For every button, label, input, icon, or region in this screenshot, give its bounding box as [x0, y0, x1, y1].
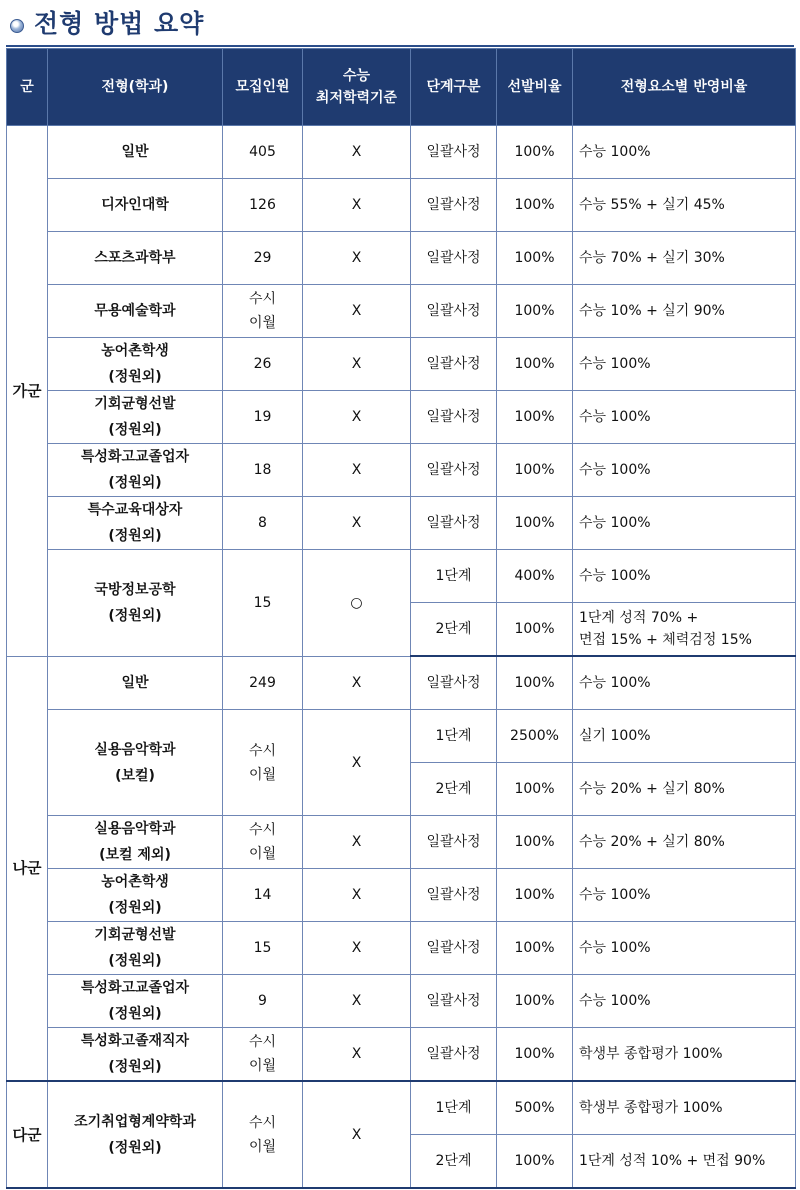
quota: 249	[223, 656, 303, 710]
program-name: 특수교육대상자 (정원외)	[48, 497, 223, 550]
min-standard: X	[303, 869, 411, 922]
stage: 일괄사정	[411, 497, 497, 550]
min-standard: X	[303, 816, 411, 869]
quota: 29	[223, 232, 303, 285]
program-name: 일반	[48, 656, 223, 710]
header-element-ratio: 전형요소별 반영비율	[573, 49, 796, 126]
program-name: 실용음악학과 (보컬 제외)	[48, 816, 223, 869]
table-row	[7, 338, 796, 391]
program-name: 기회균형선발 (정원외)	[48, 391, 223, 444]
program-name: 기회균형선발 (정원외)	[48, 922, 223, 975]
program-name: 특성화고교졸업자 (정원외)	[48, 975, 223, 1028]
table-row	[7, 126, 796, 179]
table-row	[7, 816, 796, 869]
selection-ratio: 100%	[497, 656, 573, 710]
element-ratio: 수능 100%	[573, 391, 796, 444]
min-standard: X	[303, 497, 411, 550]
stage: 일괄사정	[411, 232, 497, 285]
table-row	[7, 179, 796, 232]
min-standard: X	[303, 285, 411, 338]
page-title: 전형 방법 요약	[34, 9, 205, 38]
selection-ratio: 100%	[497, 285, 573, 338]
program-name: 실용음악학과 (보컬)	[48, 710, 223, 816]
bullet-icon	[10, 19, 24, 33]
program-name: 특성화고교졸업자 (정원외)	[48, 444, 223, 497]
quota: 수시 이월	[223, 710, 303, 816]
header-stage: 단계구분	[411, 49, 497, 126]
selection-ratio: 100%	[497, 444, 573, 497]
group-cell-na: 나군	[7, 656, 48, 1081]
stage: 일괄사정	[411, 922, 497, 975]
quota: 15	[223, 922, 303, 975]
stage: 2단계	[411, 763, 497, 816]
min-standard: X	[303, 232, 411, 285]
min-standard: X	[303, 338, 411, 391]
admission-summary-table	[6, 48, 796, 1189]
element-ratio: 수능 70% + 실기 30%	[573, 232, 796, 285]
min-standard: X	[303, 179, 411, 232]
min-standard: X	[303, 391, 411, 444]
program-name: 디자인대학	[48, 179, 223, 232]
quota: 14	[223, 869, 303, 922]
table-row	[7, 656, 796, 710]
group-cell-ga: 가군	[7, 126, 48, 657]
quota: 15	[223, 550, 303, 657]
element-ratio: 수능 20% + 실기 80%	[573, 816, 796, 869]
stage: 일괄사정	[411, 338, 497, 391]
program-name: 조기취업형계약학과 (정원외)	[48, 1081, 223, 1188]
header-selection-ratio: 선발비율	[497, 49, 573, 126]
stage: 1단계	[411, 1081, 497, 1135]
quota: 수시 이월	[223, 1028, 303, 1082]
element-ratio: 학생부 종합평가 100%	[573, 1028, 796, 1082]
program-name: 농어촌학생 (정원외)	[48, 338, 223, 391]
stage: 일괄사정	[411, 444, 497, 497]
element-ratio: 수능 100%	[573, 497, 796, 550]
min-standard: X	[303, 656, 411, 710]
header-min-standard: 수능 최저학력기준	[303, 49, 411, 126]
section-header	[6, 0, 204, 44]
quota: 8	[223, 497, 303, 550]
selection-ratio: 100%	[497, 922, 573, 975]
table-row	[7, 285, 796, 338]
stage: 1단계	[411, 710, 497, 763]
title-underline	[6, 45, 794, 47]
min-standard: X	[303, 710, 411, 816]
element-ratio: 수능 100%	[573, 550, 796, 603]
stage: 일괄사정	[411, 391, 497, 444]
stage: 일괄사정	[411, 126, 497, 179]
table-row	[7, 232, 796, 285]
stage: 일괄사정	[411, 1028, 497, 1082]
selection-ratio: 100%	[497, 603, 573, 657]
selection-ratio: 100%	[497, 338, 573, 391]
element-ratio: 수능 100%	[573, 126, 796, 179]
table-row	[7, 710, 796, 763]
min-standard: X	[303, 444, 411, 497]
table-row	[7, 444, 796, 497]
program-name: 일반	[48, 126, 223, 179]
stage: 일괄사정	[411, 975, 497, 1028]
stage: 2단계	[411, 603, 497, 657]
min-standard: ○	[303, 550, 411, 657]
quota: 9	[223, 975, 303, 1028]
stage: 1단계	[411, 550, 497, 603]
quota: 수시 이월	[223, 816, 303, 869]
quota: 126	[223, 179, 303, 232]
table-row	[7, 1028, 796, 1082]
program-name: 스포츠과학부	[48, 232, 223, 285]
min-standard: X	[303, 1028, 411, 1082]
table-header-row	[7, 49, 796, 126]
stage: 일괄사정	[411, 869, 497, 922]
program-name: 국방정보공학 (정원외)	[48, 550, 223, 657]
element-ratio: 수능 100%	[573, 975, 796, 1028]
quota: 수시 이월	[223, 285, 303, 338]
min-standard: X	[303, 922, 411, 975]
stage: 일괄사정	[411, 656, 497, 710]
selection-ratio: 100%	[497, 391, 573, 444]
selection-ratio: 100%	[497, 126, 573, 179]
element-ratio: 수능 100%	[573, 922, 796, 975]
element-ratio: 수능 100%	[573, 444, 796, 497]
element-ratio: 수능 100%	[573, 869, 796, 922]
selection-ratio: 100%	[497, 975, 573, 1028]
table-row	[7, 497, 796, 550]
element-ratio: 실기 100%	[573, 710, 796, 763]
quota: 수시 이월	[223, 1081, 303, 1188]
selection-ratio: 100%	[497, 232, 573, 285]
min-standard: X	[303, 1081, 411, 1188]
stage: 일괄사정	[411, 179, 497, 232]
element-ratio: 수능 100%	[573, 338, 796, 391]
table-row	[7, 922, 796, 975]
element-ratio: 수능 10% + 실기 90%	[573, 285, 796, 338]
selection-ratio: 100%	[497, 179, 573, 232]
element-ratio: 학생부 종합평가 100%	[573, 1081, 796, 1135]
header-group: 군	[7, 49, 48, 126]
program-name: 특성화고졸재직자 (정원외)	[48, 1028, 223, 1082]
stage: 일괄사정	[411, 816, 497, 869]
stage: 2단계	[411, 1135, 497, 1189]
quota: 19	[223, 391, 303, 444]
selection-ratio: 100%	[497, 497, 573, 550]
selection-ratio: 100%	[497, 1028, 573, 1082]
table-row	[7, 391, 796, 444]
program-name: 농어촌학생 (정원외)	[48, 869, 223, 922]
min-standard: X	[303, 126, 411, 179]
group-cell-da: 다군	[7, 1081, 48, 1188]
element-ratio: 수능 20% + 실기 80%	[573, 763, 796, 816]
element-ratio: 1단계 성적 70% + 면접 15% + 체력검정 15%	[573, 603, 796, 657]
selection-ratio: 100%	[497, 816, 573, 869]
selection-ratio: 400%	[497, 550, 573, 603]
quota: 18	[223, 444, 303, 497]
program-name: 무용예술학과	[48, 285, 223, 338]
element-ratio: 1단계 성적 10% + 면접 90%	[573, 1135, 796, 1189]
table-row	[7, 975, 796, 1028]
quota: 405	[223, 126, 303, 179]
selection-ratio: 500%	[497, 1081, 573, 1135]
table-row	[7, 1081, 796, 1135]
selection-ratio: 100%	[497, 763, 573, 816]
selection-ratio: 100%	[497, 869, 573, 922]
element-ratio: 수능 55% + 실기 45%	[573, 179, 796, 232]
table-row	[7, 869, 796, 922]
element-ratio: 수능 100%	[573, 656, 796, 710]
selection-ratio: 2500%	[497, 710, 573, 763]
stage: 일괄사정	[411, 285, 497, 338]
header-quota: 모집인원	[223, 49, 303, 126]
quota: 26	[223, 338, 303, 391]
min-standard: X	[303, 975, 411, 1028]
selection-ratio: 100%	[497, 1135, 573, 1189]
table-row	[7, 550, 796, 603]
header-program: 전형(학과)	[48, 49, 223, 126]
